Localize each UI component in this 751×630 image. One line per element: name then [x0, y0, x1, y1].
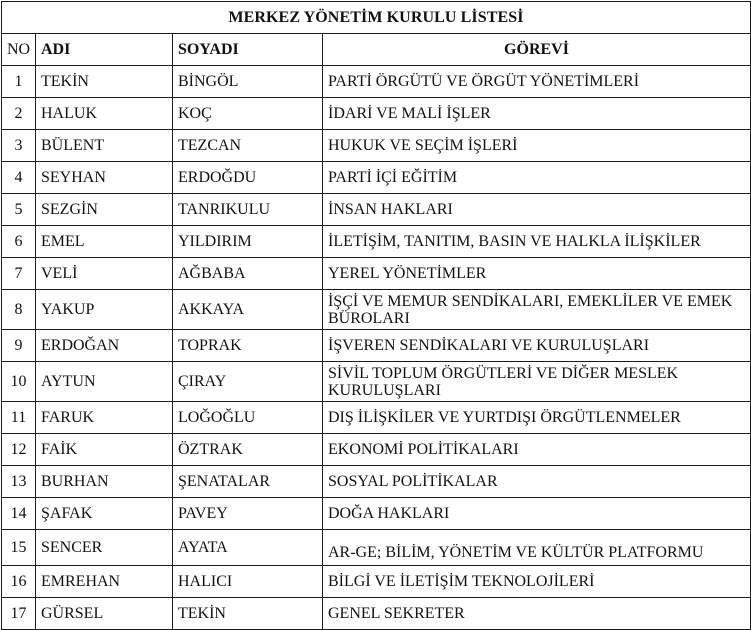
- table-row: [2, 290, 751, 330]
- table-row: [2, 194, 751, 226]
- last-name: PAVEY: [173, 498, 323, 530]
- last-name: AKKAYA: [173, 290, 323, 330]
- duty: SİVİL TOPLUM ÖRGÜTLERİ VE DİĞER MESLEK KURULUŞLARI: [323, 362, 751, 402]
- table-row: [2, 258, 751, 290]
- row-number: 16: [2, 566, 36, 598]
- row-number: 7: [2, 258, 36, 290]
- table-header-row: [2, 34, 751, 66]
- row-number: 8: [2, 290, 36, 330]
- row-number: 15: [2, 530, 36, 566]
- row-number: 5: [2, 194, 36, 226]
- table-row: [2, 66, 751, 98]
- table-row: [2, 498, 751, 530]
- first-name: YAKUP: [36, 290, 173, 330]
- duty: AR-GE; BİLİM, YÖNETİM VE KÜLTÜR PLATFORMU: [323, 530, 751, 566]
- column-header-adi: ADI: [36, 34, 173, 66]
- duty: HUKUK VE SEÇİM İŞLERİ: [323, 130, 751, 162]
- last-name: ÖZTRAK: [173, 434, 323, 466]
- duty: İDARİ VE MALİ İŞLER: [323, 98, 751, 130]
- duty: BİLGİ VE İLETİŞİM TEKNOLOJİLERİ: [323, 566, 751, 598]
- table-row: [2, 434, 751, 466]
- last-name: YILDIRIM: [173, 226, 323, 258]
- table-row: [2, 330, 751, 362]
- row-number: 2: [2, 98, 36, 130]
- row-number: 3: [2, 130, 36, 162]
- first-name: SEZGİN: [36, 194, 173, 226]
- last-name: BİNGÖL: [173, 66, 323, 98]
- row-number: 13: [2, 466, 36, 498]
- duty: DIŞ İLİŞKİLER VE YURTDIŞI ÖRGÜTLENMELER: [323, 402, 751, 434]
- table-row: [2, 226, 751, 258]
- first-name: SEYHAN: [36, 162, 173, 194]
- last-name: AĞBABA: [173, 258, 323, 290]
- first-name: FARUK: [36, 402, 173, 434]
- duty: YEREL YÖNETİMLER: [323, 258, 751, 290]
- last-name: TANRIKULU: [173, 194, 323, 226]
- table-title-row: [2, 2, 751, 34]
- table-row: [2, 98, 751, 130]
- last-name: AYATA: [173, 530, 323, 566]
- row-number: 10: [2, 362, 36, 402]
- column-header-no: NO: [2, 34, 36, 66]
- duty: İLETİŞİM, TANITIM, BASIN VE HALKLA İLİŞKİLER: [323, 226, 751, 258]
- duty: PARTİ ÖRGÜTÜ VE ÖRGÜT YÖNETİMLERİ: [323, 66, 751, 98]
- row-number: 1: [2, 66, 36, 98]
- first-name: EMREHAN: [36, 566, 173, 598]
- table-title: MERKEZ YÖNETİM KURULU LİSTESİ: [2, 2, 751, 34]
- last-name: TEZCAN: [173, 130, 323, 162]
- board-members-table: [1, 1, 751, 630]
- first-name: ERDOĞAN: [36, 330, 173, 362]
- first-name: TEKİN: [36, 66, 173, 98]
- table-row: [2, 566, 751, 598]
- duty: İŞVEREN SENDİKALARI VE KURULUŞLARI: [323, 330, 751, 362]
- column-header-gorevi: GÖREVİ: [323, 34, 751, 66]
- first-name: EMEL: [36, 226, 173, 258]
- duty: GENEL SEKRETER: [323, 598, 751, 630]
- duty: İNSAN HAKLARI: [323, 194, 751, 226]
- first-name: SENCER: [36, 530, 173, 566]
- row-number: 6: [2, 226, 36, 258]
- duty: PARTİ İÇİ EĞİTİM: [323, 162, 751, 194]
- last-name: HALICI: [173, 566, 323, 598]
- last-name: LOĞOĞLU: [173, 402, 323, 434]
- first-name: FAİK: [36, 434, 173, 466]
- table-row: [2, 598, 751, 630]
- first-name: GÜRSEL: [36, 598, 173, 630]
- table-row: [2, 402, 751, 434]
- table-row: [2, 162, 751, 194]
- duty: DOĞA HAKLARI: [323, 498, 751, 530]
- last-name: ÇIRAY: [173, 362, 323, 402]
- last-name: ERDOĞDU: [173, 162, 323, 194]
- row-number: 14: [2, 498, 36, 530]
- row-number: 11: [2, 402, 36, 434]
- last-name: TEKİN: [173, 598, 323, 630]
- first-name: BURHAN: [36, 466, 173, 498]
- duty: EKONOMİ POLİTİKALARI: [323, 434, 751, 466]
- table-row: [2, 466, 751, 498]
- column-header-soyadi: SOYADI: [173, 34, 323, 66]
- row-number: 4: [2, 162, 36, 194]
- row-number: 12: [2, 434, 36, 466]
- duty: SOSYAL POLİTİKALAR: [323, 466, 751, 498]
- first-name: ŞAFAK: [36, 498, 173, 530]
- first-name: BÜLENT: [36, 130, 173, 162]
- table-row: [2, 130, 751, 162]
- table-row: [2, 530, 751, 566]
- row-number: 9: [2, 330, 36, 362]
- first-name: AYTUN: [36, 362, 173, 402]
- row-number: 17: [2, 598, 36, 630]
- duty: İŞÇİ VE MEMUR SENDİKALARI, EMEKLİLER VE EMEK BÜROLARI: [323, 290, 751, 330]
- last-name: KOÇ: [173, 98, 323, 130]
- table-row: [2, 362, 751, 402]
- first-name: VELİ: [36, 258, 173, 290]
- last-name: ŞENATALAR: [173, 466, 323, 498]
- last-name: TOPRAK: [173, 330, 323, 362]
- first-name: HALUK: [36, 98, 173, 130]
